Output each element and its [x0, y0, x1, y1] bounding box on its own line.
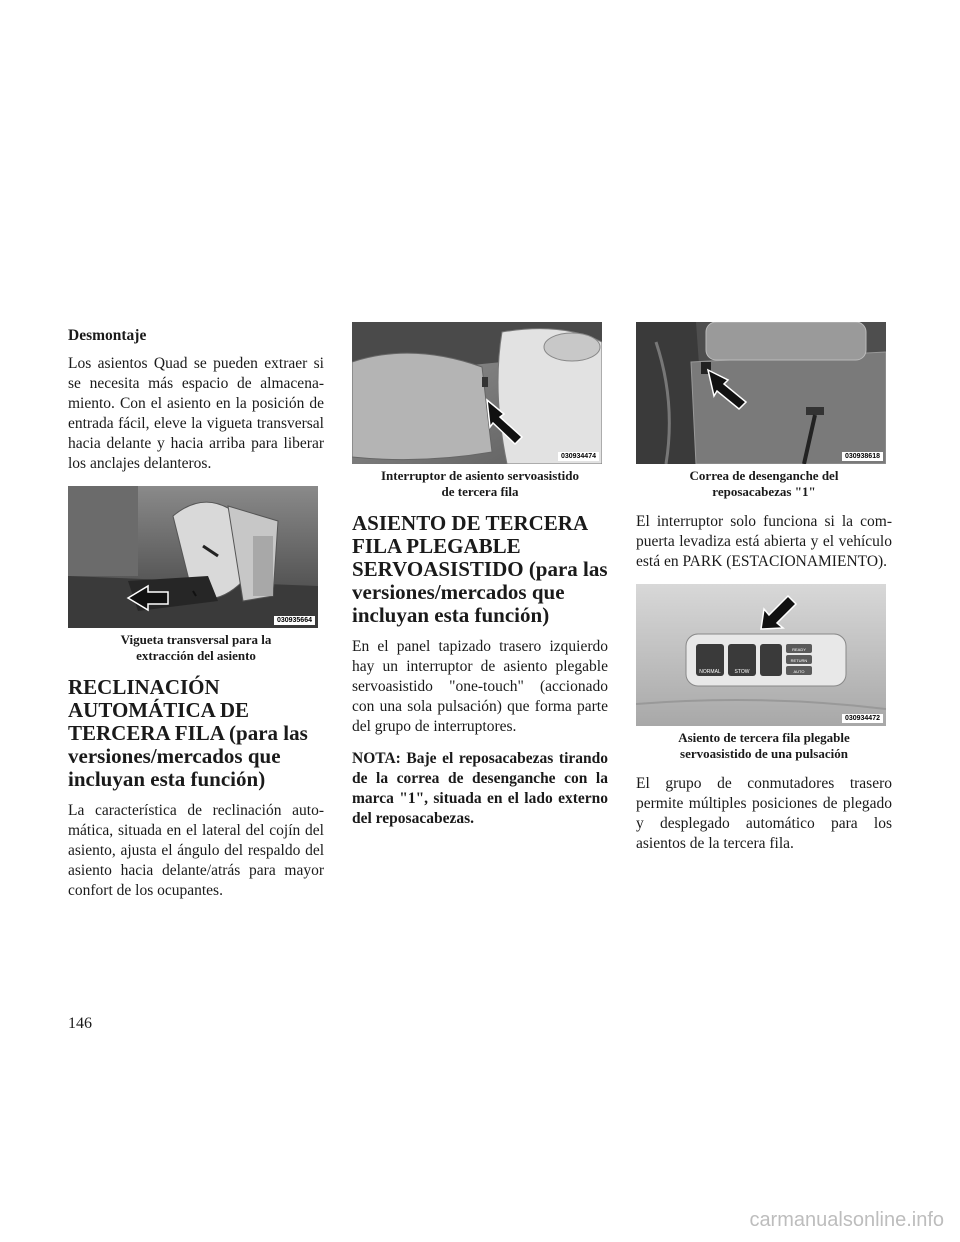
- caption-line: Interruptor de asiento servoasistido: [380, 468, 579, 483]
- figure-grupo-conmutadores: [636, 584, 886, 726]
- figure-caption: [636, 468, 892, 500]
- figure-id: 030934472: [842, 714, 883, 723]
- subheading-desmontaje: Desmontaje: [68, 327, 147, 344]
- switch-label: NORMAL: [699, 669, 721, 675]
- caption-line: de tercera fila: [441, 484, 519, 499]
- caption-line: Asiento de tercera fila plegable: [678, 730, 850, 745]
- switch-label: AUTO: [793, 669, 805, 674]
- figure-vigueta-transversal: [68, 486, 318, 628]
- figure-id: 030935664: [274, 616, 315, 625]
- column-left: [68, 322, 324, 913]
- caption-line: extracción del asiento: [136, 648, 256, 663]
- paragraph-reclinacion: La característica de reclinación automática, situada en el lateral del cojín del asiento, ajusta el ángulo del respaldo del asiento hacia delante/atrás para mayor confort de los ocupantes.: [68, 802, 324, 899]
- figure-correa-desenganche: [636, 322, 886, 464]
- switch-label: STOW: [734, 669, 750, 675]
- page-number: 146: [68, 1015, 92, 1032]
- caption-line: Vigueta transversal para la: [120, 632, 272, 647]
- paragraph-grupo-conmutadores: El grupo de conmutadores trasero permite múltiples posiciones de plegado y desplegado automático para los asientos de la tercera fila.: [636, 775, 892, 852]
- section-heading-asiento-plegable: ASIENTO DE TERCERA FILA PLEGABLE SERVOASISTIDO (para las versiones/mercados que incluyan esta función): [352, 511, 608, 627]
- column-middle: [352, 322, 608, 841]
- section-heading-reclinacion: RECLINACIÓN AUTOMÁTICA DE TERCERA FILA (para las versiones/mercados que incluyan esta función): [68, 675, 308, 791]
- paragraph-interruptor: En el panel tapizado trasero izquierdo hay un interruptor de asiento plegable servoasistido "one-touch" (accionado con una sola pulsación) que forma parte del grupo de interruptores.: [352, 638, 608, 735]
- switch-label: RETURN: [790, 658, 808, 663]
- paragraph-desmontaje: Los asientos Quad se pueden extraer si se necesita más espacio de almacenamiento. Con el asiento en la posición de entrada fácil, eleve la vigueta transversal hacia delante y hacia arriba para liberar los anclajes delanteros.: [68, 355, 324, 472]
- figure-interruptor-asiento: [352, 322, 602, 464]
- caption-line: Correa de desenganche del: [689, 468, 839, 483]
- figure-caption: [636, 730, 892, 762]
- figure-id: 030934474: [558, 452, 599, 461]
- column-right: [636, 322, 892, 866]
- figure-id: 030938618: [842, 452, 883, 461]
- figure-caption: [68, 632, 324, 664]
- switch-label: READY: [792, 647, 806, 652]
- paragraph-condicion-interruptor: El interruptor solo funciona si la compuerta levadiza está abierta y el vehículo está en PARK (ESTACIONAMIENTO).: [636, 513, 892, 570]
- caption-line: reposacabezas "1": [712, 484, 816, 499]
- figure-caption: [352, 468, 608, 500]
- note-reposacabezas: NOTA: Baje el reposacabezas tirando de la correa de desenganche con la marca "1", situada en el lado externo del reposacabezas.: [352, 750, 608, 827]
- caption-line: servoasistido de una pulsación: [680, 746, 848, 761]
- watermark-text: carmanualsonline.info: [749, 1209, 944, 1231]
